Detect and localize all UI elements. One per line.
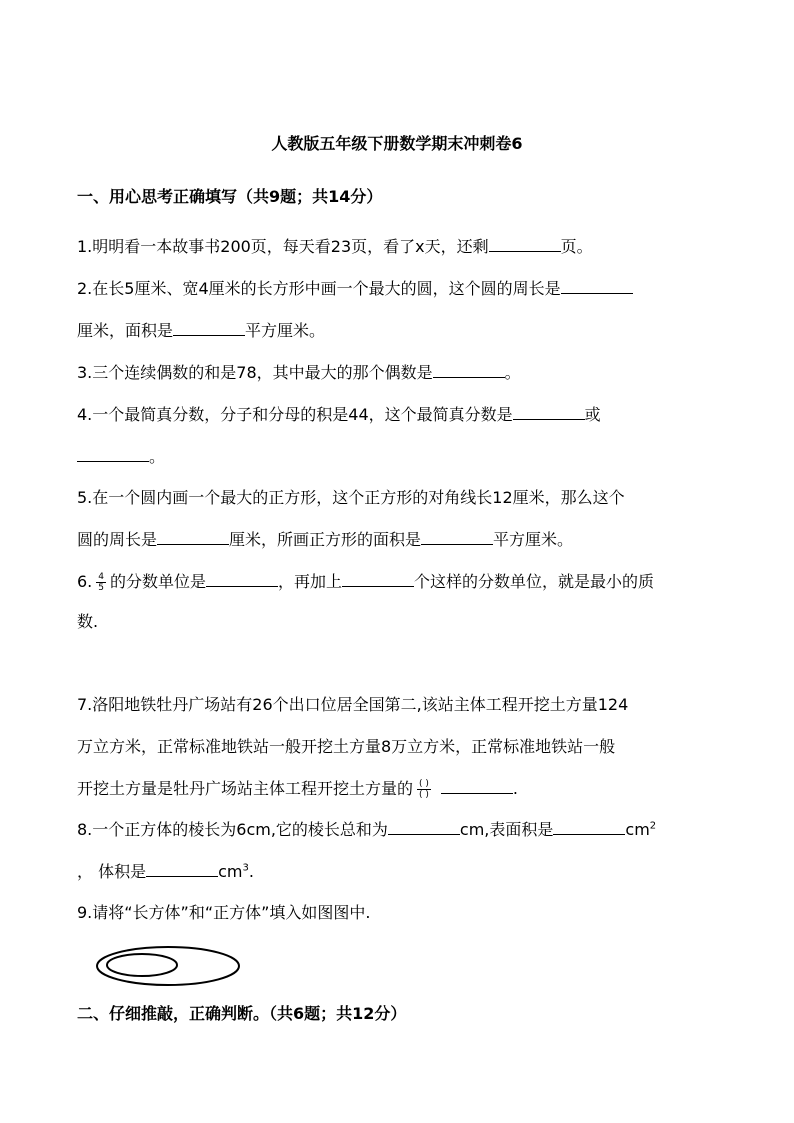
q2-text: 2.在长5厘米、宽4厘米的长方形中画一个最大的圆，这个圆的周长是 — [77, 279, 561, 298]
q4-or: 或 — [584, 405, 601, 424]
q8-text-b: 表面积是 — [489, 820, 554, 839]
q2-blank-area[interactable] — [173, 320, 245, 336]
question-2-line1 — [77, 278, 633, 299]
question-2-line2 — [77, 320, 325, 341]
q6-blank-count[interactable] — [342, 571, 414, 587]
q1-text: 1.明明看一本故事书200页，每天看23页，看了x天，还剩 — [77, 237, 489, 256]
q6-blank-unit[interactable] — [206, 571, 278, 587]
q7-text-2: 万立方米，正常标准地铁站一般开挖土方量8万立方米，正常标准地铁站一般 — [77, 737, 616, 756]
q2-end: 平方厘米。 — [245, 321, 326, 340]
q8-blank-surface[interactable] — [553, 819, 625, 835]
q8-blank-volume[interactable] — [146, 861, 218, 877]
question-8-line1 — [77, 819, 656, 840]
q6-fraction — [96, 572, 106, 593]
q8-unit-b: cm — [625, 820, 650, 839]
q6-number: 6. — [77, 572, 93, 591]
section2-heading: 二、仔细推敲，正确判断。（共6题；共12分） — [77, 1004, 407, 1023]
page-title: 人教版五年级下册数学期末冲刺卷6 — [271, 134, 523, 153]
q4-blank-2[interactable] — [77, 446, 149, 462]
q8-sup-c: 3 — [242, 862, 249, 874]
q8-end: . — [248, 862, 254, 881]
q6-text-c: 个这样的分数单位，就是最小的质 — [414, 572, 655, 591]
q5-text-b: 厘米，所画正方形的面积是 — [229, 530, 422, 549]
q8-unit-a: cm, — [459, 820, 490, 839]
question-8-line2 — [77, 861, 254, 882]
q4-text: 4.一个最简真分数，分子和分母的积是44，这个最简真分数是 — [77, 405, 513, 424]
q8-sup-b: 2 — [649, 820, 657, 832]
q2-text-area: 厘米，面积是 — [77, 321, 174, 340]
q7-text-1: 7.洛阳地铁牡丹广场站有26个出口位居全国第二,该站主体工程开挖土方量124 — [77, 695, 629, 714]
q5-text: 5.在一个圆内画一个最大的正方形，这个正方形的对角线长12厘米，那么这个 — [77, 488, 625, 507]
q3-end: 。 — [504, 363, 521, 382]
question-4-line2 — [77, 446, 165, 467]
q4-blank-1[interactable] — [513, 404, 585, 420]
question-4-line1 — [77, 404, 601, 425]
q5-blank-circumference[interactable] — [157, 529, 229, 545]
question-9 — [77, 903, 371, 923]
q8-text-volume: ， 体积是 — [77, 862, 147, 881]
question-7-line2 — [77, 737, 615, 757]
q6-text-a: 的分数单位是 — [110, 572, 207, 591]
q2-blank-circumference[interactable] — [561, 278, 633, 294]
q5-end: 平方厘米。 — [493, 530, 574, 549]
q9-text: 9.请将“长方体”和“正方体”填入如图图中. — [77, 903, 371, 922]
q8-text-a: 8.一个正方体的棱长为6cm,它的棱长总和为 — [77, 820, 388, 839]
q6-end: 数. — [77, 612, 99, 631]
question-7-line1 — [77, 695, 628, 715]
question-1 — [77, 236, 593, 257]
q4-end: 。 — [149, 447, 166, 466]
q6-fraction-numerator: 4 — [98, 572, 104, 582]
q8-blank-edge-sum[interactable] — [388, 819, 460, 835]
q1-blank[interactable] — [489, 236, 561, 252]
q7-text-3: 开挖土方量是牡丹广场站主体工程开挖土方量的 — [77, 779, 414, 798]
q3-text: 3.三个连续偶数的和是78，其中最大的那个偶数是 — [77, 363, 433, 382]
section1-heading: 一、用心思考正确填写（共9题；共14分） — [77, 187, 383, 206]
q7-blank[interactable] — [441, 778, 513, 794]
q3-blank[interactable] — [433, 362, 505, 378]
q1-end: 页。 — [560, 237, 593, 256]
q5-text-a: 圆的周长是 — [77, 530, 158, 549]
q7-fraction — [417, 779, 431, 800]
question-6-line2 — [77, 612, 98, 632]
q7-fraction-numerator[interactable]: ( ) — [419, 779, 429, 789]
q7-fraction-denominator[interactable]: ( ) — [419, 790, 429, 800]
question-7-line3 — [77, 778, 518, 800]
outer-ellipse[interactable] — [97, 947, 239, 985]
q9-venn-diagram — [95, 944, 245, 988]
q6-fraction-denominator: 5 — [98, 583, 104, 593]
inner-ellipse[interactable] — [107, 954, 177, 976]
q8-unit-c: cm — [218, 862, 243, 881]
q7-end: . — [512, 779, 518, 798]
question-5-line1 — [77, 488, 625, 508]
q6-text-b: ，再加上 — [278, 572, 343, 591]
question-3 — [77, 362, 521, 383]
question-6-line1 — [77, 571, 654, 593]
q5-blank-area[interactable] — [421, 529, 493, 545]
question-5-line2 — [77, 529, 573, 550]
